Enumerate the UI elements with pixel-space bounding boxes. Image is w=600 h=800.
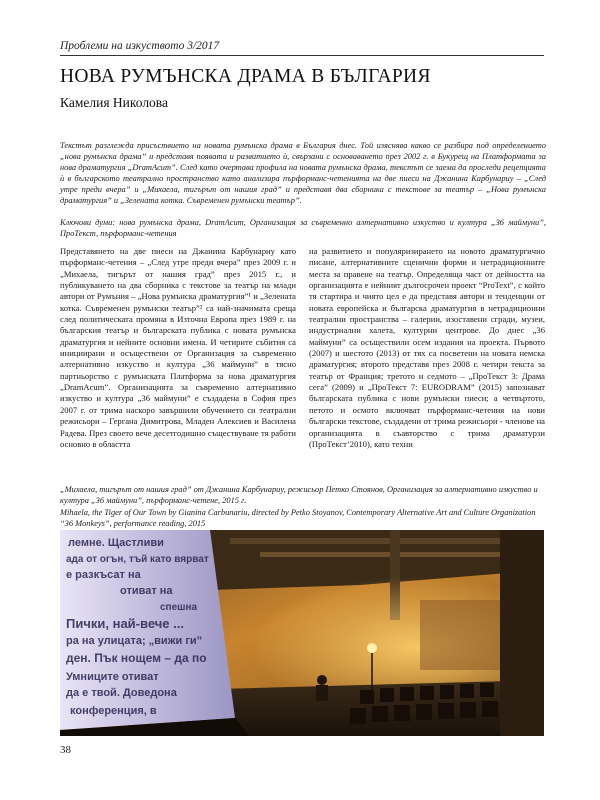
projected-line: ра на улицата; „вижи ги” — [66, 635, 203, 647]
right-column — [500, 530, 544, 736]
keywords: Ключови думи: нова румънска драма, DramAcum, Организация за съвременно алтернативно изкуство и култура „36 маймуни”, ПроТекст, пърформанс-четения — [60, 218, 546, 239]
page-number: 38 — [60, 744, 71, 756]
body-column-left: Представянето на две пиеси на Джанина Карбунариу като пърформанс-четения – „След утре преди вчера” през 2009 г. и „Михаела, тигърът от нашия град” през 2015 г., и публикуването на два сборника с текстове за театър на млади автори от Румъния – „Нова румънска драматургия”¹ и „Зелената котка. Съвременен румънски театър”² са най-значимата среща след политическата промяна в Източна Европа през 1989 г. на българския театър и българската публика с новата румънска драматургия и нейните основни имена. И четирите събития са инициирани и осъществени от Организация за съвременно алтернативно изкуство и култура „36 маймуни” в тясно партньорство с румънската Платформа за нова драматургия „DramAcum”. Организацията за съвременно алтернативно изкуство и култура „36 маймуни” е създадена в София през 2007 г. от трима наскоро завършили обучението си театрални режисьори – Гергана Димитрова, Младен Алексиев и Василена Радева. През своето вече десетгодишно съществуване тя работи основно в областта — [60, 246, 296, 449]
abstract: Текстът разглежда присъствието на новата румънска драма в България днес. Той изяснява какво се разбира под определението „нова румънска драма” и представя появата и развитието ѝ, свързани с основаването през 2002 г. в Букурещ на Платформата за нова драматургия „DramAcum”. След като очертава профила на новата румънска драма, текстът се заема да проследи рецепцията ѝ в българското театрално пространство като анализира пърформанс-четенията на две пиеси на Джанина Карбунариу – „След утре преди вчера” и „Михаела, тигърът от нашия град” и представя два сборника с текстове за театър – „Нова румънска драматургия” и „Зелената котка. Съвременен румънски театър”. — [60, 141, 546, 206]
projected-line: спешна — [160, 602, 198, 613]
projected-line: е разкъсат на — [66, 569, 141, 581]
body-column-right: на развитието и популяризирането на новото драматургично писане, алтернативните сценични форми и нетрадиционните места за правене на театър. Определяща част от дейността на организацията е нейният дългосрочен проект “ProText”, с който тя стартира и чиято цел е да представя автори и тенденции от новата европейска и българска драматургия в нетрадиционни театрални пространства – галерии, изоставени сгради, музеи, индустриални халета, културни центрове. До днес „36 маймуни” са осъществили осем издания на проекта. Първото (2007) и шестото (2013) от тях са посветени на новата немска драматургия; второто представя през 2008 г. четири текста за театър от Франция; третото и седмото – „ПроТекст 3: Драма сега” (2009) и „ПроТекст 7: EURODRAM” (2015) запознават българската публика с нови румънски пиеси; а четвъртото, петото и осмото включват пърформанс-четения на нови български текстове, създадени от трима режисьори - членове на организацията в съавторство с трима драматурзи (ПроТекст’2010), като техни — [309, 246, 545, 449]
performer — [316, 685, 328, 701]
article-author: Камелия Николова — [60, 95, 168, 110]
projected-line: да е твой. Доведона — [66, 687, 177, 699]
spotlight — [367, 643, 377, 653]
performance-photo — [60, 530, 544, 736]
projected-line: Умниците отиват — [66, 671, 159, 683]
projected-line: ден. Пък нощем – да по — [66, 651, 207, 665]
header-rule — [60, 55, 544, 56]
ceiling-beam — [230, 538, 530, 544]
performer — [317, 675, 327, 685]
performance-photo-illustration — [60, 530, 544, 736]
article-title: НОВА РУМЪНСКА ДРАМА В БЪЛГАРИЯ — [60, 66, 431, 87]
projected-line: Пички, най-вече ... — [66, 616, 184, 631]
figure-caption-english: Mihaela, the Tiger of Our Town by Gianina Carbunariu, directed by Petko Stoyanov, Contemporary Alternative Art and Culture Organization “36 Monkeys”, performance reading, 2015 — [60, 508, 536, 528]
projected-line: конференция, в — [70, 705, 157, 717]
running-head: Проблеми на изкуството 3/2017 — [60, 40, 220, 52]
figure-caption-bulgarian: „Михаела, тигърът от нашия град” от Джанина Карбунариу, режисьор Петко Стоянов, Организация за алтернативно изкуство и култура „36 маймуни”, пърформанс-четене, 2015 г. — [60, 485, 538, 505]
projected-line: лемне. Щастливи — [68, 537, 164, 549]
projected-line: ада от огън, тъй като вярват — [66, 554, 209, 565]
projected-line: отиват на — [120, 585, 173, 597]
